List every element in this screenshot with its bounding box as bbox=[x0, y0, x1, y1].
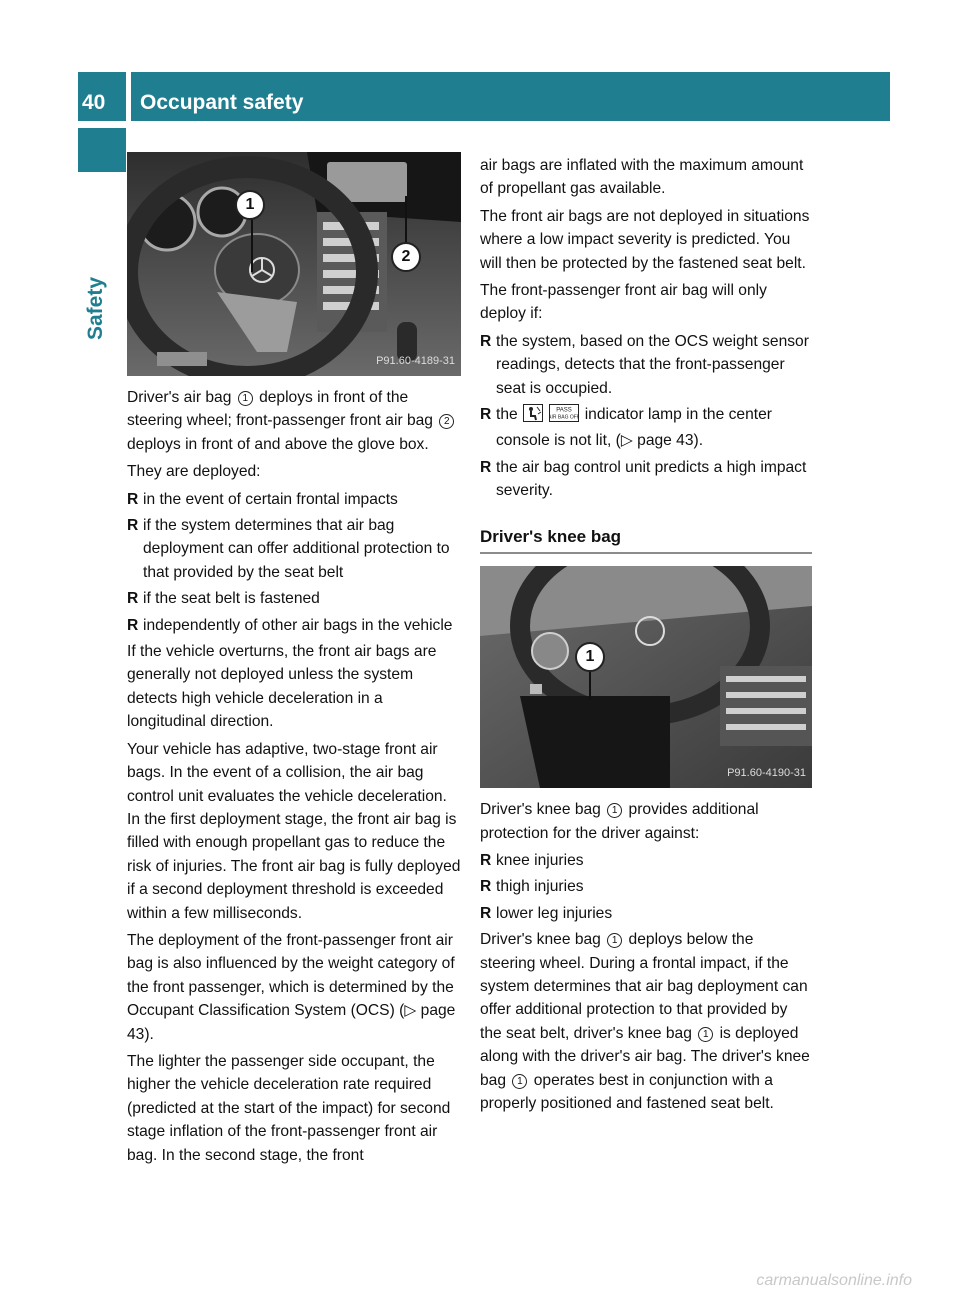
bullet-mark: R bbox=[480, 878, 492, 896]
side-tab-marker bbox=[78, 128, 126, 172]
list-item: R knee injuries bbox=[480, 849, 812, 872]
list-item: R thigh injuries bbox=[480, 875, 812, 898]
watermark: carmanualsonline.info bbox=[756, 1272, 912, 1289]
pass-label: PASS bbox=[556, 407, 573, 414]
pass-airbag-off-icon bbox=[549, 404, 579, 429]
right-column bbox=[480, 154, 812, 1119]
callout-1: 1 bbox=[235, 190, 265, 220]
number-circle-1: 1 bbox=[698, 1027, 713, 1042]
number-circle-1: 1 bbox=[607, 803, 622, 818]
number-circle-2: 2 bbox=[439, 414, 454, 429]
page-title: Occupant safety bbox=[140, 91, 304, 114]
knee-bag-figure bbox=[480, 566, 812, 788]
page-header bbox=[78, 72, 890, 121]
number-circle-1: 1 bbox=[512, 1074, 527, 1089]
paragraph: Your vehicle has adaptive, two-stage front air bags. In the event of a collision, the air bag control unit evaluates the vehicle deceleration. In the first deployment stage, the front air bag is filled with enough propellant gas to reduce the risk of injuries. The front air bag is fully deployed if a second deployment threshold is exceeded within a few milliseconds. bbox=[127, 740, 461, 922]
knee-bag-illustration bbox=[480, 566, 812, 788]
bullet-mark: R bbox=[480, 904, 492, 922]
paragraph: air bags are inflated with the maximum amount of propellant gas available. bbox=[480, 157, 804, 198]
callout-2: 2 bbox=[391, 242, 421, 272]
page-reference[interactable]: page 43 bbox=[637, 432, 694, 450]
paragraph: They are deployed: bbox=[127, 463, 261, 481]
callout-1: 1 bbox=[575, 642, 605, 672]
bullet-mark: R bbox=[127, 590, 139, 608]
paragraph: Driver's knee bag 1 deploys below the steering wheel. During a frontal impact, if the system determines that air bag deployment can offer additional protection to that provided by the seat belt, driver's knee bag 1 is deployed along with the driver's air bag. The driver's knee bag 1 operates best in conjunction with a properly positioned and fastened seat belt. bbox=[480, 931, 810, 1112]
bullet-mark: R bbox=[480, 406, 492, 424]
paragraph: The deployment of the front-passenger front air bag is also influenced by the weight category of the front passenger, which is determined by the Occupant Classification System (OCS) (▷ page 43). bbox=[127, 931, 456, 1043]
dashboard-figure bbox=[127, 152, 461, 376]
list-item: R the air bag control unit predicts a high impact severity. bbox=[480, 456, 812, 503]
list-item: R in the event of certain frontal impacts bbox=[127, 488, 461, 511]
page-ref-arrow-icon: ▷ bbox=[404, 1002, 417, 1020]
bullet-mark: R bbox=[127, 517, 139, 535]
list-item: R the PASS AIR BAG OFF indicator lamp in the center console is not lit, (▷ page 43). bbox=[480, 403, 812, 453]
header-divider bbox=[126, 72, 131, 121]
page-number: 40 bbox=[82, 91, 106, 114]
paragraph: Driver's air bag 1 deploys in front of the steering wheel; front-passenger front air bag 2 deploys in front of and above the glove box. bbox=[127, 386, 461, 456]
bullet-mark: R bbox=[480, 332, 492, 350]
list-item: R if the system determines that air bag deployment can offer additional protection to that provided by the seat belt bbox=[127, 514, 461, 584]
bullet-mark: R bbox=[127, 616, 139, 634]
number-circle-1: 1 bbox=[607, 933, 622, 948]
figure-code: P91.60-4190-31 bbox=[727, 766, 806, 779]
passenger-airbag-icon bbox=[523, 404, 543, 429]
paragraph: The front air bags are not deployed in situations where a low impact severity is predicted. You will then be protected by the fastened seat belt. bbox=[480, 207, 810, 272]
paragraph: Driver's knee bag 1 provides additional protection for the driver against: bbox=[480, 801, 759, 842]
page-ref-arrow-icon: ▷ bbox=[620, 432, 633, 450]
list-item: R lower leg injuries bbox=[480, 902, 812, 925]
bullet-mark: R bbox=[480, 458, 492, 476]
paragraph: The lighter the passenger side occupant, the higher the vehicle deceleration rate required (predicted at the start of the impact) for second stage inflation of the front-passenger front air bag. In the second stage, the front bbox=[127, 1052, 451, 1164]
bullet-mark: R bbox=[480, 851, 492, 869]
left-column bbox=[127, 152, 461, 1171]
list-item: R if the seat belt is fastened bbox=[127, 587, 461, 610]
paragraph: The front-passenger front air bag will only deploy if: bbox=[480, 282, 767, 323]
airbag-off-label: AIR BAG OFF bbox=[549, 414, 580, 421]
list-item: R the system, based on the OCS weight sensor readings, detects that the front-passenger seat is occupied. bbox=[480, 330, 812, 400]
page-reference[interactable]: page 43 bbox=[127, 1002, 456, 1043]
list-item: R independently of other air bags in the vehicle bbox=[127, 614, 461, 637]
side-tab-label: Safety bbox=[84, 276, 107, 340]
section-heading: Driver's knee bag bbox=[480, 525, 812, 554]
paragraph: If the vehicle overturns, the front air bags are generally not deployed unless the system detects high vehicle deceleration in a longitudinal direction. bbox=[127, 643, 437, 731]
bullet-mark: R bbox=[127, 490, 139, 508]
callout-line-1 bbox=[251, 214, 253, 272]
number-circle-1: 1 bbox=[238, 391, 253, 406]
figure-code: P91.60-4189-31 bbox=[376, 354, 455, 367]
